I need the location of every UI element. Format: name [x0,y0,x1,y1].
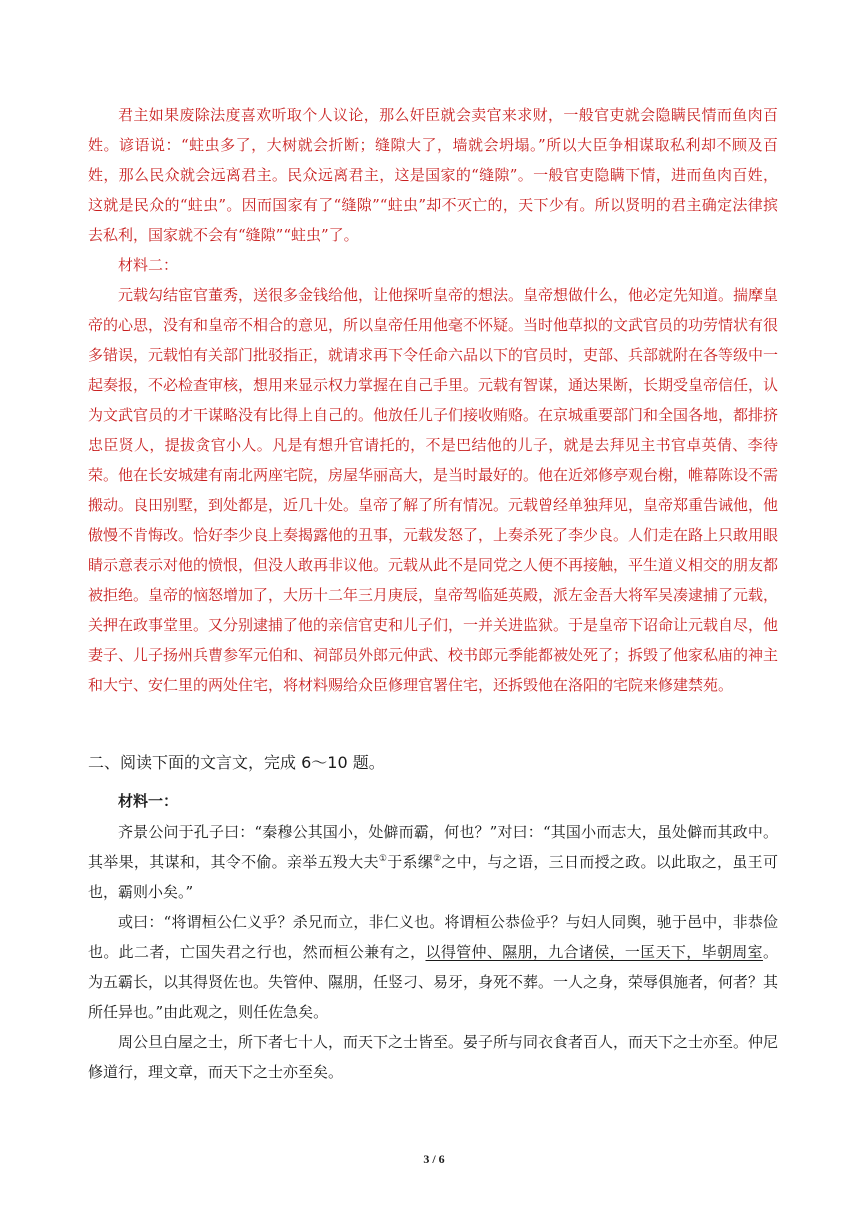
material1-translation: 君主如果废除法度喜欢听取个人议论，那么奸臣就会卖官来求财，一般官吏就会隐瞒民情而鱼肉百姓。谚语说：“蛀虫多了，大树就会折断；缝隙大了，墙就会坍塌。”所以大臣争相谋取私利却不顾及百姓，那么民众就会远离君主。民众远离君主，这是国家的“缝隙”。一般官吏隐瞒下情，进而鱼肉百姓，这就是民众的“蛀虫”。因而国家有了“缝隙”“蛀虫”却不灭亡的，天下少有。所以贤明的君主确定法律摈去私利，国家就不会有“缝隙”“蛀虫”了。 [88,106,778,244]
page-number: 3 / 6 [423,1152,445,1166]
material1-heading: 材料一： [118,792,179,810]
material2-translation: 元载勾结宦官董秀，送很多金钱给他，让他探听皇帝的想法。皇帝想做什么，他必定先知道。揣摩皇帝的心思，没有和皇帝不相合的意见，所以皇帝任用他毫不怀疑。当时他草拟的文武官员的功劳情状有很多错误，元载怕有关部门批驳指正，就请求再下令任命六品以下的官员时，吏部、兵部就附在各等级中一起奏报，不必检查审核，想用来显示权力掌握在自己手里。元载有智谋，通达果断，长期受皇帝信任，认为文武官员的才干谋略没有比得上自己的。他放任儿子们接收贿赂。在京城重要部门和全国各地，都排挤忠臣贤人，提拔贪官小人。凡是有想升官请托的，不是巴结他的儿子，就是去拜见主书官卓英倩、李待荣。他在长安城建有南北两座宅院，房屋华丽高大，是当时最好的。他在近郊修亭观台榭，帷幕陈设不需搬动。良田别墅，到处都是，近几十处。皇帝了解了所有情况。元载曾经单独拜见，皇帝郑重告诫他，他傲慢不肯悔改。恰好李少良上奏揭露他的丑事，元载发怒了，上奏杀死了李少良。人们走在路上只敢用眼睛示意表示对他的愤恨，但没人敢再非议他。元载从此不是同党之人便不再接触，平生道义相交的朋友都被拒绝。皇帝的恼怒增加了，大历十二年三月庚辰，皇帝驾临延英殿，派左金吾大将军吴凑逮捕了元载，关押在政事堂里。又分别逮捕了他的亲信官吏和儿子们，一并关进监狱。于是皇帝下诏命让元载自尽，他妻子、儿子扬州兵曹参军元伯和、祠部员外郎元仲武、校书郎元季能都被处死了；拆毁了他家私庙的神主和大宁、安仁里的两处住宅，将材料赐给众臣修理官署住宅，还拆毁他在洛阳的宅院来修建禁苑。 [88,286,779,694]
classical-paragraph-3: 周公旦白屋之士，所下者七十人，而天下之士皆至。晏子所与同衣食者百人，而天下之士亦至。仲尼修道行，理文章，而天下之士亦至矣。 [88,1033,779,1081]
classical-paragraph-1 [88,817,778,907]
material2-heading: 材料二： [118,256,179,274]
para2-text-b: 。为五霸长，以其得贤佐也。失管仲、隰朋，任竖刁、易牙，身死不葬。一人之身，荣辱俱施者，何者？其所任异也。”由此观之，则任佐急矣。 [88,943,779,1021]
classical-paragraph-2 [88,907,778,1027]
section2-title: 二、阅读下面的文言文，完成 6～10 题。 [88,753,385,772]
footnote-marker-1: ① [378,854,388,864]
footnote-marker-2: ② [433,854,442,864]
underlined-sentence: 以得管仲、隰朋，九合诸侯，一匡天下，毕朝周室 [425,943,763,961]
para1-text-b: 于系缧 [387,853,434,871]
para1-text-a: 齐景公问于孔子曰：“秦穆公其国小，处僻而霸，何也？”对曰：“其国小而志大，虽处僻而其政中。其举果，其谋和，其令不偷。亲举五羖大夫 [88,823,778,871]
para1-text-c: 之中，与之语，三日而授之政。以此取之，虽王可也，霸则小矣。” [88,853,778,901]
para2-text-a: 或曰：“将谓桓公仁义乎？杀兄而立，非仁义也。将谓桓公恭俭乎？与妇人同舆，驰于邑中，非恭俭也。此二者，亡国失君之行也，然而桓公兼有之， [88,913,778,961]
